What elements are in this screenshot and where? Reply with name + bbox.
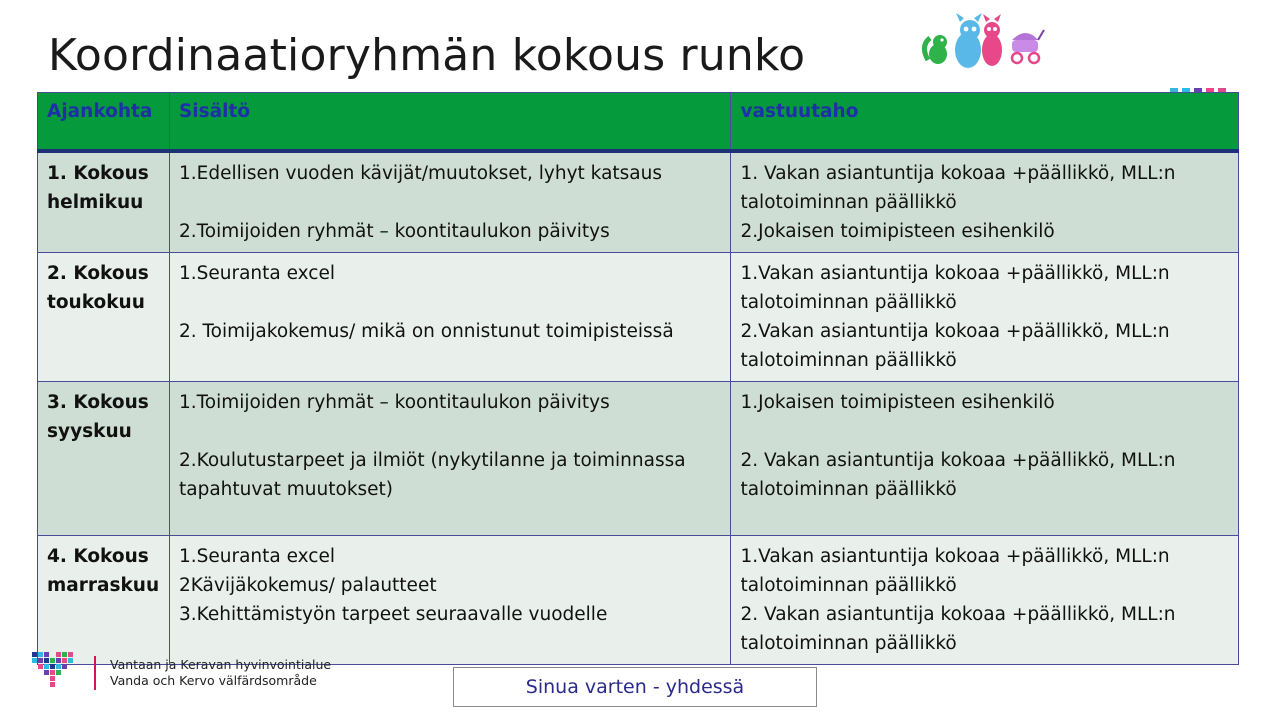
table-row: [38, 536, 1239, 665]
organization-logo: [32, 652, 78, 690]
table-row: [38, 253, 1239, 382]
meeting-time-cell: 1. Kokous helmikuu: [38, 151, 170, 253]
slogan-box: Sinua varten - yhdessä: [453, 667, 817, 707]
content-cell: 1.Toimijoiden ryhmät – koontitaulukon päivitys 2.Koulutustarpeet ja ilmiöt (nykytilanne ja toiminnassa tapahtuvat muutokset): [169, 382, 730, 536]
header-ajankohta: Ajankohta: [38, 93, 170, 152]
footer-organization: [110, 657, 331, 689]
header-sisalto: Sisältö: [169, 93, 730, 152]
responsible-cell: 1. Vakan asiantuntija kokoaa +päällikkö, MLL:n talotoiminnan päällikkö 2.Jokaisen toimipisteen esihenkilö: [731, 151, 1239, 253]
table-row: [38, 382, 1239, 536]
meeting-schedule-table: [37, 92, 1239, 665]
content-cell: 1.Edellisen vuoden kävijät/muutokset, lyhyt katsaus 2.Toimijoiden ryhmät – koontitaulukon päivitys: [169, 151, 730, 253]
table-row: [38, 151, 1239, 253]
table-header-row: [38, 93, 1239, 152]
meeting-time-cell: 3. Kokous syyskuu: [38, 382, 170, 536]
responsible-cell: 1.Vakan asiantuntija kokoaa +päällikkö, MLL:n talotoiminnan päällikkö 2.Vakan asiantuntija kokoaa +päällikkö, MLL:n talotoiminnan päällikkö: [731, 253, 1239, 382]
mascot-illustration: [920, 10, 1050, 74]
slide-title: Koordinaatioryhmän kokous runko: [48, 30, 806, 81]
header-vastuutaho: vastuutaho: [731, 93, 1239, 152]
meeting-time-cell: 4. Kokous marraskuu: [38, 536, 170, 665]
responsible-cell: 1.Vakan asiantuntija kokoaa +päällikkö, MLL:n talotoiminnan päällikkö 2. Vakan asiantuntija kokoaa +päällikkö, MLL:n talotoiminnan päällikkö: [731, 536, 1239, 665]
meeting-time-cell: 2. Kokous toukokuu: [38, 253, 170, 382]
content-cell: 1.Seuranta excel 2Kävijäkokemus/ palautteet 3.Kehittämistyön tarpeet seuraavalle vuodelle: [169, 536, 730, 665]
content-cell: 1.Seuranta excel 2. Toimijakokemus/ mikä on onnistunut toimipisteissä: [169, 253, 730, 382]
org-name-fi: Vantaan ja Keravan hyvinvointialue: [110, 657, 332, 672]
responsible-cell: 1.Jokaisen toimipisteen esihenkilö 2. Vakan asiantuntija kokoaa +päällikkö, MLL:n talotoiminnan päällikkö: [731, 382, 1239, 536]
footer-divider: [94, 656, 96, 690]
org-name-sv: Vanda och Kervo välfärdsområde: [110, 673, 317, 688]
